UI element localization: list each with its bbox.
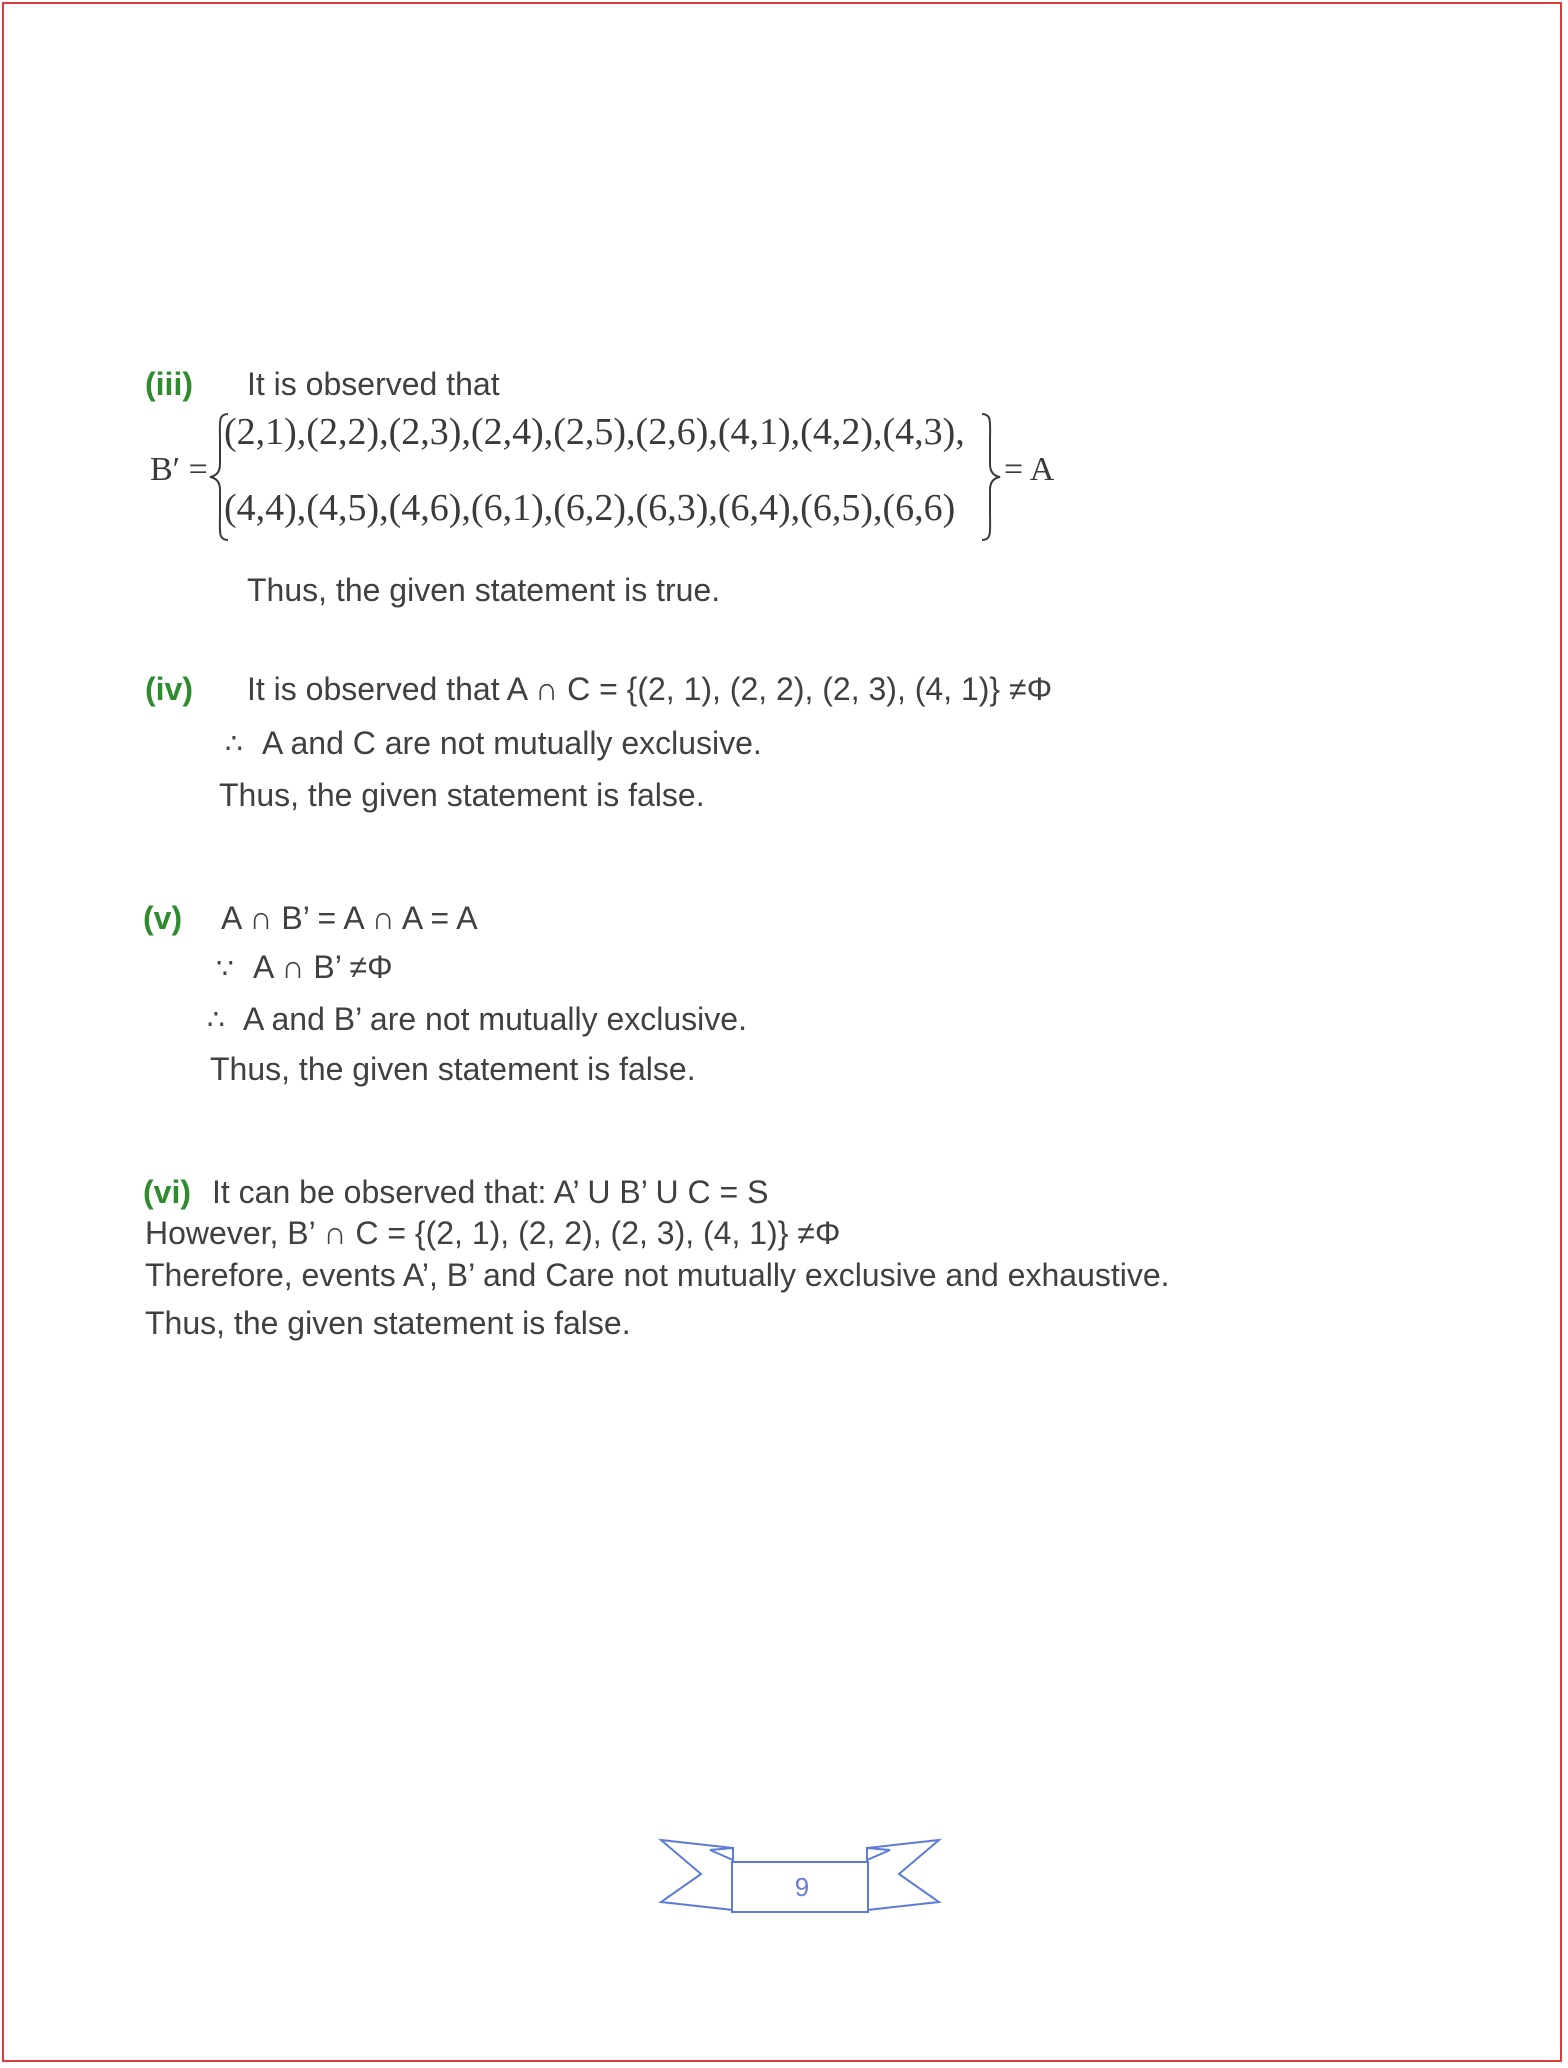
right-brace-icon xyxy=(980,412,1002,542)
section-vi-label: (vi) xyxy=(143,1174,191,1210)
section-iii-conclusion: Thus, the given statement is true. xyxy=(247,572,721,608)
b-prime-row-2: (4,4),(4,5),(4,6),(6,1),(6,2),(6,3),(6,4),(6,5),(6,6) xyxy=(224,487,956,529)
page-number: 9 xyxy=(794,1871,810,1902)
section-v-line-3: A and B’ are not mutually exclusive. xyxy=(243,1001,747,1037)
therefore-icon: ∴ xyxy=(207,1004,225,1035)
section-iv-label: (iv) xyxy=(145,671,193,707)
section-iv-line-2: A and C are not mutually exclusive. xyxy=(262,725,762,761)
section-v-label: (v) xyxy=(143,900,183,936)
b-prime-lhs: B′ = xyxy=(150,451,208,488)
b-prime-rhs: = A xyxy=(1004,451,1055,488)
page-border xyxy=(2,2,1562,2062)
section-v-line-1: A ∩ B’ = A ∩ A = A xyxy=(221,900,478,936)
section-vi-conclusion: Thus, the given statement is false. xyxy=(145,1305,631,1341)
because-icon: ∵ xyxy=(216,953,234,984)
b-prime-row-1: (2,1),(2,2),(2,3),(2,4),(2,5),(2,6),(4,1),(4,2),(4,3), xyxy=(224,411,965,453)
section-iv-line-1: It is observed that A ∩ C = {(2, 1), (2, 2), (2, 3), (4, 1)} ≠Φ xyxy=(247,671,1053,707)
section-v-line-2: A ∩ B’ ≠Φ xyxy=(253,949,393,985)
section-iii-intro: It is observed that xyxy=(247,366,500,402)
section-v-conclusion: Thus, the given statement is false. xyxy=(210,1051,696,1087)
section-vi-line-1: It can be observed that: A’ U B’ U C = S xyxy=(212,1174,769,1210)
section-vi-line-3: Therefore, events A’, B’ and Care not mutually exclusive and exhaustive. xyxy=(145,1257,1170,1293)
section-iii-label: (iii) xyxy=(145,366,193,402)
therefore-icon: ∴ xyxy=(225,728,243,759)
section-iv-conclusion: Thus, the given statement is false. xyxy=(219,777,705,813)
section-vi-line-2: However, B’ ∩ C = {(2, 1), (2, 2), (2, 3), (4, 1)} ≠Φ xyxy=(145,1215,841,1251)
